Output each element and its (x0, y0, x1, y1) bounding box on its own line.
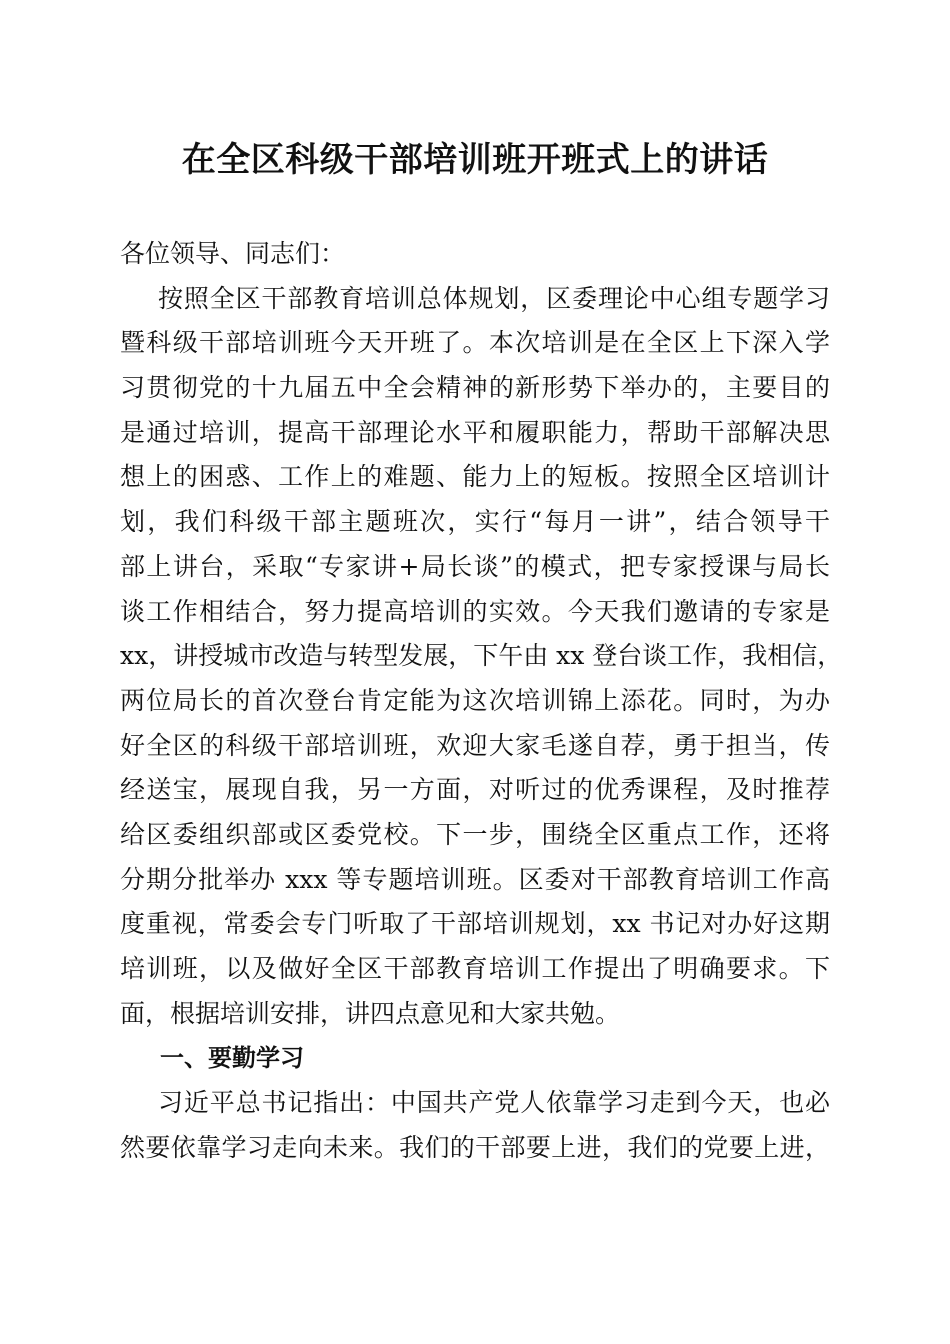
document-title: 在全区科级干部培训班开班式上的讲话 (181, 140, 769, 180)
document-body (120, 232, 843, 1170)
text-line: 谈工作相结合，努力提高培训的实效。今天我们邀请的专家是 (120, 596, 830, 626)
text-line: 给区委组织部或区委党校。下一步，围绕全区重点工作，还将 (120, 819, 830, 849)
text-line: 经送宝，展现自我，另一方面，对听过的优秀课程，及时推荐 (120, 775, 830, 805)
text-line: 划，我们科级干部主题班次，实行“每月一讲”，结合领导干 (120, 507, 830, 537)
section-heading: 一、要勤学习 (160, 1044, 304, 1073)
text-line: 两位局长的首次登台肯定能为这次培训锦上添花。同时，为办 (120, 685, 830, 715)
text-line: 培训班，以及做好全区干部教育培训工作提出了明确要求。下 (120, 954, 830, 983)
salutation: 各位领导、同志们： (120, 239, 346, 268)
paragraph-intro (120, 277, 843, 1037)
text-line: 按照全区干部教育培训总体规划，区委理论中心组专题学习 (158, 283, 830, 313)
text-line: 习近平总书记指出：中国共产党人依靠学习走到今天，也必 (158, 1088, 830, 1118)
text-line: 好全区的科级干部培训班，欢迎大家毛遂自荐，勇于担当，传 (120, 730, 830, 760)
text-line: 然要依靠学习走向未来。我们的干部要上进，我们的党要上进， (120, 1132, 830, 1162)
text-line: 分期分批举办 xxx 等专题培训班。区委对干部教育培训工作高 (120, 864, 830, 894)
text-line: 想上的困惑、工作上的难题、能力上的短板。按照全区培训计 (120, 462, 830, 492)
text-line: 度重视，常委会专门听取了干部培训规划，xx 书记对办好这期 (120, 909, 830, 939)
text-line: 是通过培训，提高干部理论水平和履职能力，帮助干部解决思 (120, 417, 830, 447)
text-line: 习贯彻党的十九届五中全会精神的新形势下举办的，主要目的 (120, 373, 830, 403)
text-line: 部上讲台，采取“专家讲+局长谈”的模式，把专家授课与局长 (120, 551, 830, 581)
text-line: xx，讲授城市改造与转型发展，下午由 xx 登台谈工作，我相信， (120, 641, 843, 671)
paragraph-study (120, 1081, 830, 1170)
text-line: 暨科级干部培训班今天开班了。本次培训是在全区上下深入学 (120, 328, 830, 358)
text-line: 面，根据培训安排，讲四点意见和大家共勉。 (120, 998, 621, 1028)
